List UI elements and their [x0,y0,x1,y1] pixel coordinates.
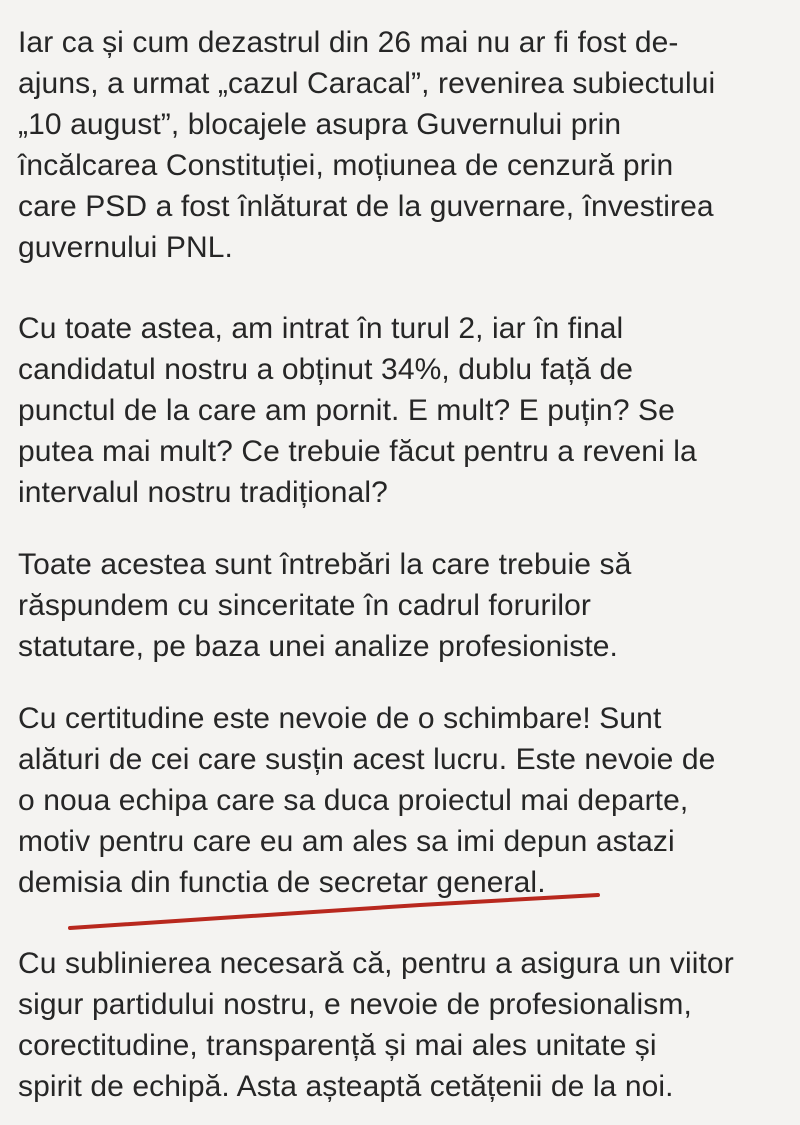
text-line: sigur partidului nostru, e nevoie de profesionalism, [18,988,692,1021]
paragraph-5 [18,943,793,1107]
paragraph-4 [18,698,793,903]
paragraph-2 [18,308,793,513]
text-line: Toate acestea sunt întrebări la care trebuie să [18,548,632,581]
text-line: intervalul nostru tradițional? [18,476,388,509]
text-line: demisia din functia de secretar general. [18,866,546,899]
text-line: ajuns, a urmat „cazul Caracal”, revenirea subiectului [18,67,716,100]
text-line: care PSD a fost înlăturat de la guvernare, învestirea [18,190,714,223]
text-line: Cu sublinierea necesară că, pentru a asigura un viitor [18,947,734,980]
text-line: o noua echipa care sa duca proiectul mai departe, [18,784,689,817]
text-line: răspundem cu sinceritate în cadrul forurilor [18,589,591,622]
text-line: statutare, pe baza unei analize profesioniste. [18,630,618,663]
text-line: Iar ca și cum dezastrul din 26 mai nu ar fi fost de- [18,26,679,59]
text-line: „10 august”, blocajele asupra Guvernului prin [18,108,622,141]
text-line: corectitudine, transparență și mai ales unitate și [18,1029,657,1062]
text-line: punctul de la care am pornit. E mult? E puțin? Se [18,394,675,427]
text-line: Cu toate astea, am intrat în turul 2, iar în final [18,312,624,345]
text-line: Cu certitudine este nevoie de o schimbare! Sunt [18,702,662,735]
text-line: putea mai mult? Ce trebuie făcut pentru a reveni la [18,435,697,468]
text-line: candidatul nostru a obținut 34%, dublu față de [18,353,634,386]
text-line: guvernului PNL. [18,231,233,264]
text-line: încălcarea Constituției, moțiunea de cenzură prin [18,149,674,182]
paragraph-3 [18,544,793,667]
text-line: motiv pentru care eu am ales sa imi depun astazi [18,825,675,858]
text-line: spirit de echipă. Asta așteaptă cetățenii de la noi. [18,1070,674,1103]
text-line: alături de cei care susțin acest lucru. Este nevoie de [18,743,716,776]
paragraph-1 [18,22,793,268]
